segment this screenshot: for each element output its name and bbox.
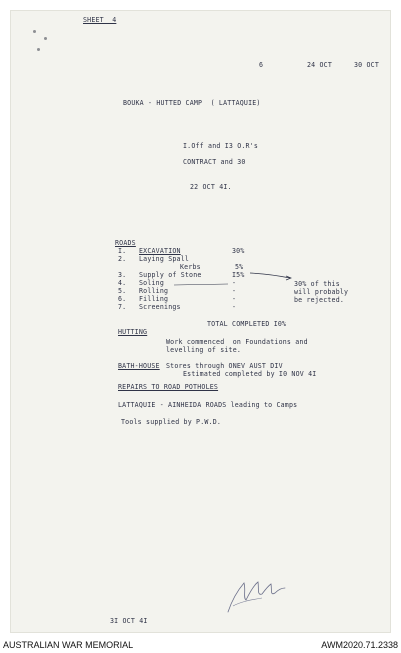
roads-item-number: 7. xyxy=(118,303,127,311)
contract-line: CONTRACT and 30 xyxy=(183,158,246,166)
repairs-heading: REPAIRS TO ROAD POTHOLES xyxy=(118,383,219,391)
hutting-text: levelling of site. xyxy=(166,346,242,354)
roads-item-value: - xyxy=(232,295,237,303)
roads-item-number: 3. xyxy=(118,271,127,279)
roads-item-value: - xyxy=(232,287,237,295)
rejection-note: will probably xyxy=(294,288,349,296)
roads-item-label: Screenings xyxy=(139,303,181,311)
personnel-line: I.Off and I3 O.R's xyxy=(183,142,259,150)
roads-item-number: 4. xyxy=(118,279,127,287)
roads-item-label: Filling xyxy=(139,295,169,303)
roads-item-label: Rolling xyxy=(139,287,169,295)
document-title: BOUKA - HUTTED CAMP ( LATTAQUIE) xyxy=(123,99,261,107)
date-to: 30 OCT xyxy=(354,61,380,69)
archive-caption-right: AWM2020.71.2338 xyxy=(321,640,398,650)
roads-item-value: - xyxy=(232,279,237,287)
repairs-text: Tools supplied by P.W.D. xyxy=(121,418,222,426)
roads-item-value: 30% xyxy=(232,247,245,255)
bathhouse-text: Estimated completed by I0 NOV 4I xyxy=(183,370,317,378)
roads-item-number: 6. xyxy=(118,295,127,303)
roads-item-value: - xyxy=(232,303,237,311)
roads-item-number: 5. xyxy=(118,287,127,295)
start-date-line: 22 OCT 4I. xyxy=(190,183,232,191)
roads-item-label: Soling xyxy=(139,279,165,287)
bathhouse-text: Stores through ONEV AUST DIV xyxy=(166,362,283,370)
hutting-text: Work commenced on Foundations and xyxy=(166,338,308,346)
hutting-heading: HUTTING xyxy=(118,328,148,336)
roads-item-number: 2. xyxy=(118,255,127,263)
roads-item-label: Laying Spall xyxy=(139,255,190,263)
roads-item-label: Supply of Stone xyxy=(139,271,202,279)
bathhouse-heading: BATH-HOUSE xyxy=(118,362,160,370)
rejection-note: 30% of this xyxy=(294,280,340,288)
sheet-number: SHEET 4 xyxy=(83,16,117,24)
footer-date: 3I OCT 4I xyxy=(110,617,148,625)
roads-item-number: I. xyxy=(118,247,127,255)
roads-item-label: EXCAVATION xyxy=(139,247,181,255)
roads-item-label: Kerbs xyxy=(180,263,201,271)
roads-item-value: I5% xyxy=(232,271,245,279)
rejection-note: be rejected. xyxy=(294,296,345,304)
repairs-text: LATTAQUIE - AINHEIDA ROADS leading to Camps xyxy=(118,401,298,409)
page-number: 6 xyxy=(259,61,264,69)
archive-caption-left: AUSTRALIAN WAR MEMORIAL xyxy=(3,640,134,650)
total-completed: TOTAL COMPLETED I0% xyxy=(207,320,287,328)
roads-heading: ROADS xyxy=(115,239,136,247)
date-from: 24 OCT xyxy=(307,61,333,69)
roads-item-value: 5% xyxy=(235,263,244,271)
